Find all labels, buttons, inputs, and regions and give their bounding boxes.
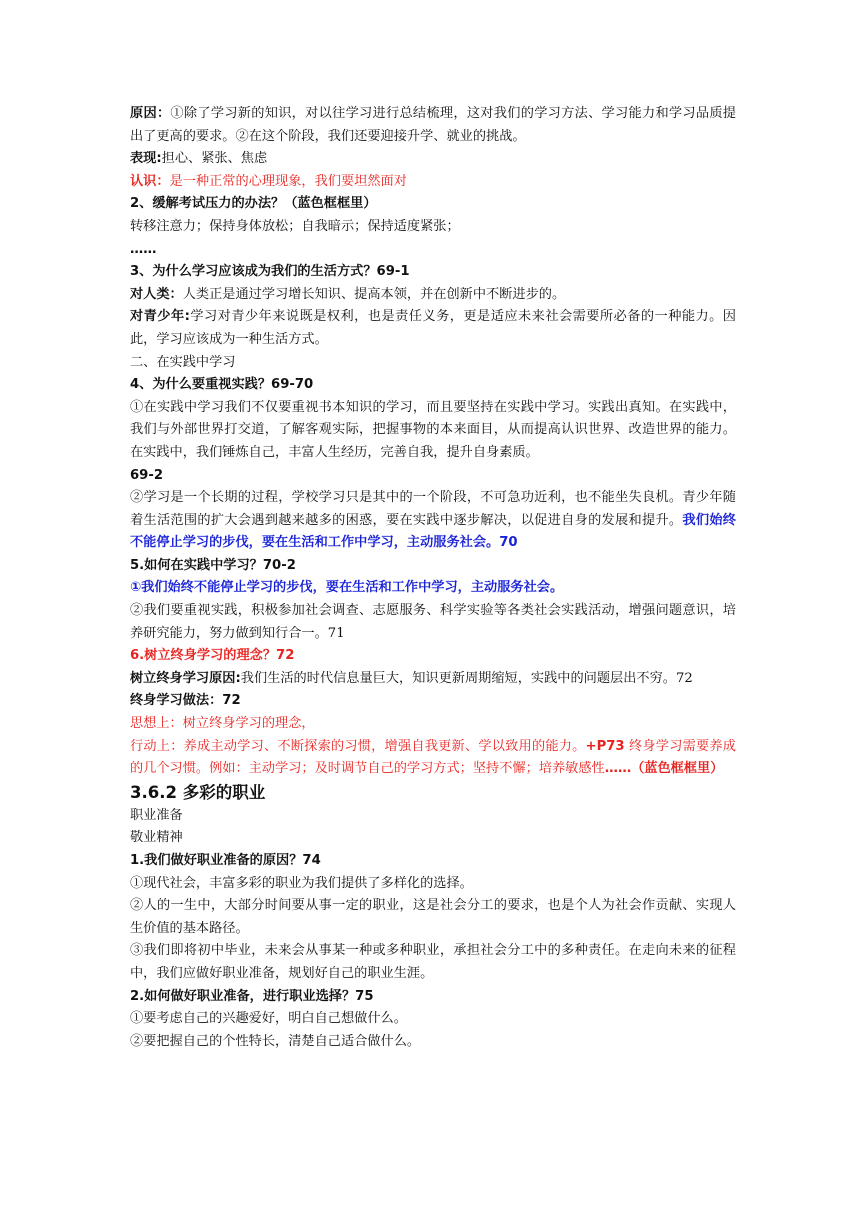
label-lifelong-reason: 树立终身学习原因: xyxy=(130,670,241,686)
label-understanding: 认识： xyxy=(130,173,170,189)
text-for-youth: 学习对青少年来说既是权利，也是责任义务，更是适应未来社会需要所必备的一种能力。因此，学习应该成为一种生活方式。 xyxy=(130,309,736,347)
paragraph-stress-methods: 转移注意力；保持身体放松；自我暗示；保持适度紧张； xyxy=(130,218,460,234)
paragraph-career-1: ①现代社会，丰富多彩的职业为我们提供了多样化的选择。 xyxy=(130,875,473,891)
page-ref-69-2: 69-2 xyxy=(130,467,164,483)
text-action-habits: 终身学习需要养成的几个习惯。例如：主动学习；及时调节自己的学习方式；坚持不懈；培养敏感性 xyxy=(130,738,736,777)
paragraph-practice-2 xyxy=(130,487,736,555)
text-cause: ①除了学习新的知识，对以往学习进行总结梳理，这对我们的学习方法、学习能力和学习品质提出了更高的要求。②在这个阶段，我们还要迎接升学、就业的挑战。 xyxy=(130,106,736,144)
paragraph-for-youth xyxy=(130,306,736,351)
ellipsis-line: …… xyxy=(130,241,157,257)
text-action-ref: +P73 xyxy=(585,738,625,754)
paragraph-thought: 思想上：树立终身学习的理念， xyxy=(130,716,315,732)
document-body xyxy=(130,103,736,1053)
text-practice-2: ②学习是一个长期的过程，学校学习只是其中的一个阶段，不可急功近利，也不能坐失良机。青少年随着生活范围的扩大会遇到越来越多的困惑，要在实践中逐步解决，以促进自身的发展和提升。 xyxy=(130,490,736,528)
text-manifestation: 担心、紧张、焦虑 xyxy=(161,151,268,167)
text-understanding: 是一种正常的心理现象，我们要坦然面对 xyxy=(169,173,407,189)
question-5-heading: 5.如何在实践中学习？70-2 xyxy=(130,557,296,573)
paragraph-career-2: ②人的一生中，大部分时间要从事一定的职业，这是社会分工的要求，也是个人为社会作贡献、实现人生价值的基本路径。 xyxy=(130,898,736,936)
question-2-heading: 2、缓解考试压力的办法？（蓝色框框里） xyxy=(130,196,377,212)
paragraph-lifelong-reason xyxy=(130,668,736,691)
question-3-heading: 3、为什么学习应该成为我们的生活方式？69-1 xyxy=(130,264,410,280)
career-question-2-heading: 2.如何做好职业准备，进行职业选择？75 xyxy=(130,988,374,1004)
career-question-1-heading: 1.我们做好职业准备的原因？74 xyxy=(130,853,321,868)
text-lifelong-reason: 我们生活的时代信息量巨大，知识更新周期缩短，实践中的问题层出不穷。72 xyxy=(240,670,693,686)
text-practice-2-highlight: 我们始终不能停止学习的步伐，要在生活和工作中学习，主动服务社会。70 xyxy=(130,512,736,551)
section-career-title: 3.6.2 多彩的职业 xyxy=(130,782,266,802)
label-for-youth: 对青少年: xyxy=(130,309,190,325)
label-for-humanity: 对人类： xyxy=(130,286,183,302)
question-6-heading: 6.树立终身学习的理念？72 xyxy=(130,648,295,664)
lifelong-method-heading: 终身学习做法：72 xyxy=(130,693,241,709)
paragraph-practice-1: ①在实践中学习我们不仅要重视书本知识的学习，而且要坚持在实践中学习。实践出真知。在实践中，我们与外部世界打交道，了解客观实际，把握事物的本来面目，从而提高认识世界、改造世界的能力。在实践中，我们锤炼自己，丰富人生经历，完善自我，提升自身素质。 xyxy=(130,399,736,460)
paragraph-for-humanity xyxy=(130,284,736,307)
label-manifestation: 表现: xyxy=(130,151,162,167)
paragraph-career-choice-2: ②要把握自己的个性特长，清楚自己适合做什么。 xyxy=(130,1033,421,1049)
paragraph-cause xyxy=(130,103,736,148)
text-for-humanity: 人类正是通过学习增长知识、提高本领，并在创新中不断进步的。 xyxy=(182,286,566,302)
paragraph-manifestation xyxy=(130,148,736,171)
paragraph-how-1: ①我们始终不能停止学习的步伐，要在生活和工作中学习，主动服务社会。 xyxy=(130,580,564,596)
paragraph-career-3: ③我们即将初中毕业，未来会从事某一种或多种职业，承担社会分工中的多种责任。在走向未来的征程中，我们应做好职业准备，规划好自己的职业生涯。 xyxy=(130,943,736,981)
paragraph-how-2: ②我们要重视实践，积极参加社会调查、志愿服务、科学实验等各类社会实践活动，增强问题意识，培养研究能力，努力做到知行合一。71 xyxy=(130,603,736,641)
text-action-note: ……（蓝色框框里） xyxy=(604,761,724,777)
paragraph-career-choice-1: ①要考虑自己的兴趣爱好，明白自己想做什么。 xyxy=(130,1011,407,1027)
paragraph-action xyxy=(130,736,736,781)
question-4-heading: 4、为什么要重视实践？69-70 xyxy=(130,377,314,393)
label-cause: 原因： xyxy=(130,106,171,121)
paragraph-understanding xyxy=(130,171,736,194)
subheading-career-prep: 职业准备 xyxy=(130,807,183,823)
text-action: 行动上：养成主动学习、不断探索的习惯，增强自我更新、学以致用的能力。 xyxy=(130,738,586,754)
section-practice-heading: 二、在实践中学习 xyxy=(130,354,236,370)
subheading-dedication: 敬业精神 xyxy=(130,830,183,846)
